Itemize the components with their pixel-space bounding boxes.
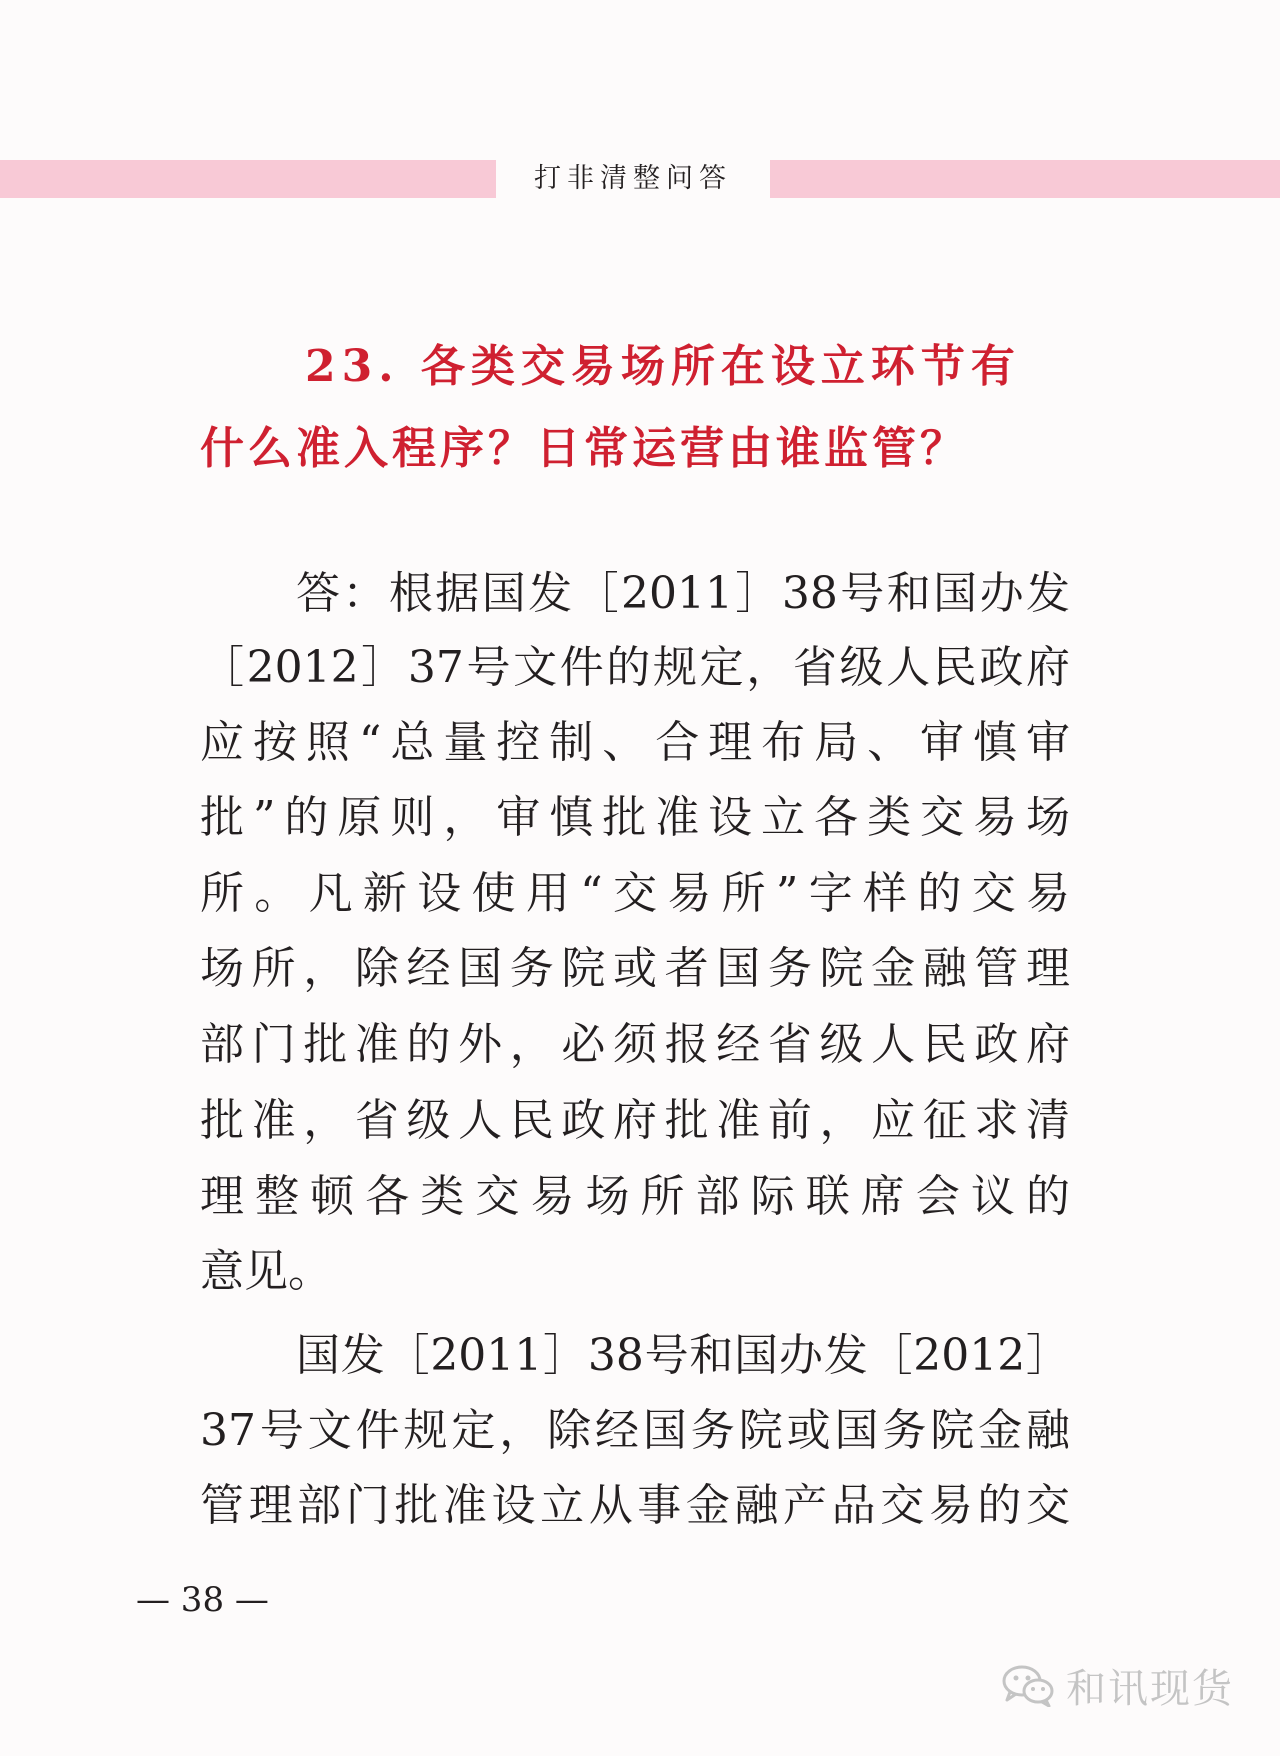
answer-line: 管理部门批准设立从事金融产品交易的交 — [200, 1480, 1070, 1531]
question-title-text-1: 各类交易场所在设立环节有 — [420, 341, 1021, 392]
answer-line: 意见。 — [200, 1246, 332, 1297]
answer-line: 理整顿各类交易场所部际联席会议的 — [200, 1171, 1070, 1222]
running-header-title: 打非清整问答 — [534, 163, 732, 194]
answer-line: 部门批准的外，必须报经省级人民政府 — [200, 1019, 1070, 1070]
answer-line: ［2012］37号文件的规定，省级人民政府 — [200, 642, 1070, 693]
answer-line: 37号文件规定，除经国务院或国务院金融 — [200, 1405, 1070, 1456]
page-number: — 38 — — [136, 1580, 269, 1620]
answer-line: 国发［2011］38号和国办发［2012］ — [296, 1330, 1070, 1381]
question-title-line-1 — [305, 330, 1185, 394]
question-title-line-2: 什么准入程序？日常运营由谁监管？ — [200, 423, 968, 474]
answer-line: 批准，省级人民政府批准前，应征求清 — [200, 1095, 1070, 1146]
wechat-icon — [1000, 1663, 1056, 1707]
watermark-text: 和讯现货 — [1066, 1665, 1234, 1712]
watermark — [1000, 1660, 1234, 1710]
answer-line: 应按照“总量控制、合理布局、审慎审 — [200, 717, 1070, 768]
header-band-right — [770, 160, 1280, 198]
header-band-left — [0, 160, 496, 198]
answer-line: 场所，除经国务院或者国务院金融管理 — [200, 943, 1070, 994]
answer-line: 答：根据国发［2011］38号和国办发 — [296, 568, 1070, 619]
answer-line: 所。凡新设使用“交易所”字样的交易 — [200, 868, 1070, 919]
question-number: 23. — [305, 341, 400, 392]
answer-line: 批”的原则，审慎批准设立各类交易场 — [200, 792, 1070, 843]
